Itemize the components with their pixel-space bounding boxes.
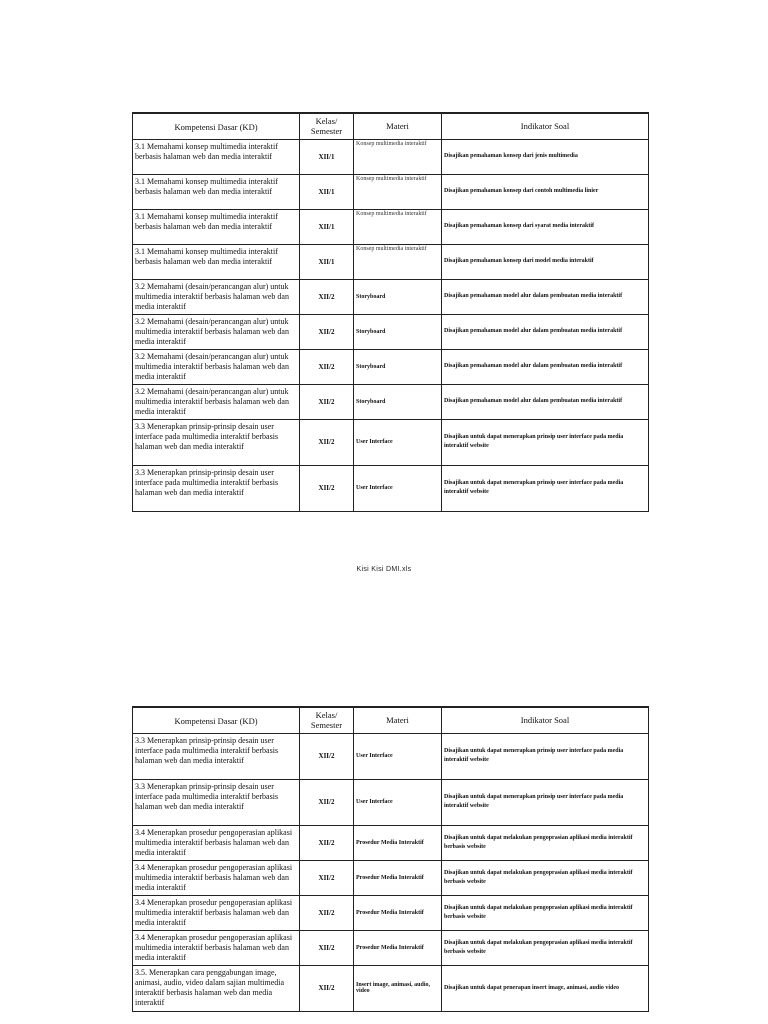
kd-cell: 3.4 Menerapkan prosedur pengoperasian aplikasi multimedia interaktif berbasis halaman web dan media interaktif	[133, 895, 300, 930]
kd-cell: 3.4 Menerapkan prosedur pengoperasian aplikasi multimedia interaktif berbasis halaman web dan media interaktif	[133, 930, 300, 965]
materi-cell: User Interface	[354, 779, 442, 825]
kd-cell: 3.2 Memahami (desain/perancangan alur) untuk multimedia interaktif berbasis halaman web dan media interaktif	[133, 384, 300, 419]
table-header-row	[133, 113, 649, 139]
materi-cell: User Interface	[354, 465, 442, 511]
materi-cell: Prosedur Media Interaktif	[354, 825, 442, 860]
kd-cell: 3.2 Memahami (desain/perancangan alur) untuk multimedia interaktif berbasis halaman web dan media interaktif	[133, 349, 300, 384]
indikator-cell: Disajikan untuk dapat menerapkan prinsip user interface pada media interaktif website	[442, 779, 649, 825]
table-row	[133, 860, 649, 895]
kelas-cell: XII/2	[300, 895, 354, 930]
materi-cell: Konsep multimedia interaktif	[354, 209, 442, 244]
kelas-cell: XII/2	[300, 930, 354, 965]
header-materi: Materi	[354, 113, 442, 139]
header-kompetensi-dasar: Kompetensi Dasar (KD)	[133, 707, 300, 733]
kelas-cell: XII/2	[300, 779, 354, 825]
table-row	[133, 825, 649, 860]
table-row	[133, 895, 649, 930]
indikator-cell: Disajikan untuk dapat melakukan pengoprasian aplikasi media interaktif berbasis website	[442, 895, 649, 930]
kelas-cell: XII/2	[300, 279, 354, 314]
kd-cell: 3.1 Memahami konsep multimedia interaktif berbasis halaman web dan media interaktif	[133, 244, 300, 279]
materi-cell: Storyboard	[354, 349, 442, 384]
materi-cell: Konsep multimedia interaktif	[354, 139, 442, 174]
indikator-cell: Disajikan untuk dapat menerapkan prinsip user interface pada media interaktif website	[442, 419, 649, 465]
indikator-cell: Disajikan untuk dapat penerapan insert image, animasi, audio video	[442, 965, 649, 1011]
kd-cell: 3.2 Memahami (desain/perancangan alur) untuk multimedia interaktif berbasis halaman web dan media interaktif	[133, 279, 300, 314]
table-row	[133, 244, 649, 279]
table-row	[133, 314, 649, 349]
indikator-cell: Disajikan pemahaman konsep dari jenis multimedia	[442, 139, 649, 174]
kd-cell: 3.3 Menerapkan prinsip-prinsip desain user interface pada multimedia interaktif berbasis halaman web dan media interaktif	[133, 779, 300, 825]
indikator-cell: Disajikan pemahaman konsep dari model media interaktif	[442, 244, 649, 279]
table-row	[133, 384, 649, 419]
materi-cell: Konsep multimedia interaktif	[354, 174, 442, 209]
kelas-cell: XII/2	[300, 349, 354, 384]
indikator-cell: Disajikan pemahaman model alur dalam pembuatan media interaktif	[442, 349, 649, 384]
indikator-cell: Disajikan pemahaman konsep dari syarat media interaktif	[442, 209, 649, 244]
indikator-cell: Disajikan pemahaman model alur dalam pembuatan media interaktif	[442, 384, 649, 419]
kd-cell: 3.1 Memahami konsep multimedia interaktif berbasis halaman web dan media interaktif	[133, 209, 300, 244]
materi-cell: Prosedur Media Interaktif	[354, 860, 442, 895]
table-row	[133, 930, 649, 965]
kd-cell: 3.3 Menerapkan prinsip-prinsip desain user interface pada multimedia interaktif berbasis halaman web dan media interaktif	[133, 465, 300, 511]
table-row	[133, 279, 649, 314]
kd-cell: 3.4 Menerapkan prosedur pengoperasian aplikasi multimedia interaktif berbasis halaman web dan media interaktif	[133, 825, 300, 860]
kelas-cell: XII/2	[300, 384, 354, 419]
table-row	[133, 349, 649, 384]
kisi-table-page-2	[132, 706, 649, 1012]
kelas-cell: XII/1	[300, 139, 354, 174]
kd-cell: 3.3 Menerapkan prinsip-prinsip desain user interface pada multimedia interaktif berbasis halaman web dan media interaktif	[133, 419, 300, 465]
kelas-cell: XII/1	[300, 209, 354, 244]
materi-cell: Prosedur Media Interaktif	[354, 895, 442, 930]
indikator-cell: Disajikan untuk dapat menerapkan prinsip user interface pada media interaktif website	[442, 465, 649, 511]
materi-cell: User Interface	[354, 419, 442, 465]
table-row	[133, 139, 649, 174]
sheet-footer-filename: Kisi Kisi DMI.xls	[356, 566, 412, 573]
table-row	[133, 465, 649, 511]
table-header-row	[133, 707, 649, 733]
table-row	[133, 779, 649, 825]
materi-cell: Storyboard	[354, 314, 442, 349]
kelas-cell: XII/1	[300, 244, 354, 279]
materi-cell: User Interface	[354, 733, 442, 779]
kelas-cell: XII/2	[300, 825, 354, 860]
materi-cell: Storyboard	[354, 279, 442, 314]
indikator-cell: Disajikan pemahaman model alur dalam pembuatan media interaktif	[442, 314, 649, 349]
kd-cell: 3.5. Menerapkan cara penggabungan image, animasi, audio, video dalam sajian multimedia interaktif berbasis halaman web dan media interaktif	[133, 965, 300, 1011]
kelas-cell: XII/2	[300, 965, 354, 1011]
indikator-cell: Disajikan pemahaman model alur dalam pembuatan media interaktif	[442, 279, 649, 314]
materi-cell: Konsep multimedia interaktif	[354, 244, 442, 279]
materi-cell: Prosedur Media Interaktif	[354, 930, 442, 965]
kelas-cell: XII/2	[300, 419, 354, 465]
indikator-cell: Disajikan untuk dapat melakukan pengoprasian aplikasi media interaktif berbasis website	[442, 825, 649, 860]
kelas-cell: XII/2	[300, 860, 354, 895]
table-row	[133, 965, 649, 1011]
table-row	[133, 419, 649, 465]
table-row	[133, 174, 649, 209]
table-row	[133, 209, 649, 244]
kd-cell: 3.2 Memahami (desain/perancangan alur) untuk multimedia interaktif berbasis halaman web dan media interaktif	[133, 314, 300, 349]
kd-cell: 3.4 Menerapkan prosedur pengoperasian aplikasi multimedia interaktif berbasis halaman web dan media interaktif	[133, 860, 300, 895]
materi-cell: Insert image, animasi, audio, video	[354, 965, 442, 1011]
indikator-cell: Disajikan untuk dapat melakukan pengoprasian aplikasi media interaktif berbasis website	[442, 930, 649, 965]
kelas-cell: XII/2	[300, 465, 354, 511]
header-kompetensi-dasar: Kompetensi Dasar (KD)	[133, 113, 300, 139]
kelas-cell: XII/1	[300, 174, 354, 209]
kisi-table-page-1	[132, 112, 649, 512]
header-materi: Materi	[354, 707, 442, 733]
header-indikator-soal: Indikator Soal	[442, 707, 649, 733]
kd-cell: 3.3 Menerapkan prinsip-prinsip desain user interface pada multimedia interaktif berbasis halaman web dan media interaktif	[133, 733, 300, 779]
table-row	[133, 733, 649, 779]
indikator-cell: Disajikan untuk dapat menerapkan prinsip user interface pada media interaktif website	[442, 733, 649, 779]
kelas-cell: XII/2	[300, 733, 354, 779]
header-indikator-soal: Indikator Soal	[442, 113, 649, 139]
header-kelas-semester: Kelas/ Semester	[300, 707, 354, 733]
kd-cell: 3.1 Memahami konsep multimedia interaktif berbasis halaman web dan media interaktif	[133, 139, 300, 174]
kd-cell: 3.1 Memahami konsep multimedia interaktif berbasis halaman web dan media interaktif	[133, 174, 300, 209]
header-kelas-semester: Kelas/ Semester	[300, 113, 354, 139]
kelas-cell: XII/2	[300, 314, 354, 349]
indikator-cell: Disajikan pemahaman konsep dari contoh multimedia linier	[442, 174, 649, 209]
indikator-cell: Disajikan untuk dapat melakukan pengoprasian aplikasi media interaktif berbasis website	[442, 860, 649, 895]
materi-cell: Storyboard	[354, 384, 442, 419]
